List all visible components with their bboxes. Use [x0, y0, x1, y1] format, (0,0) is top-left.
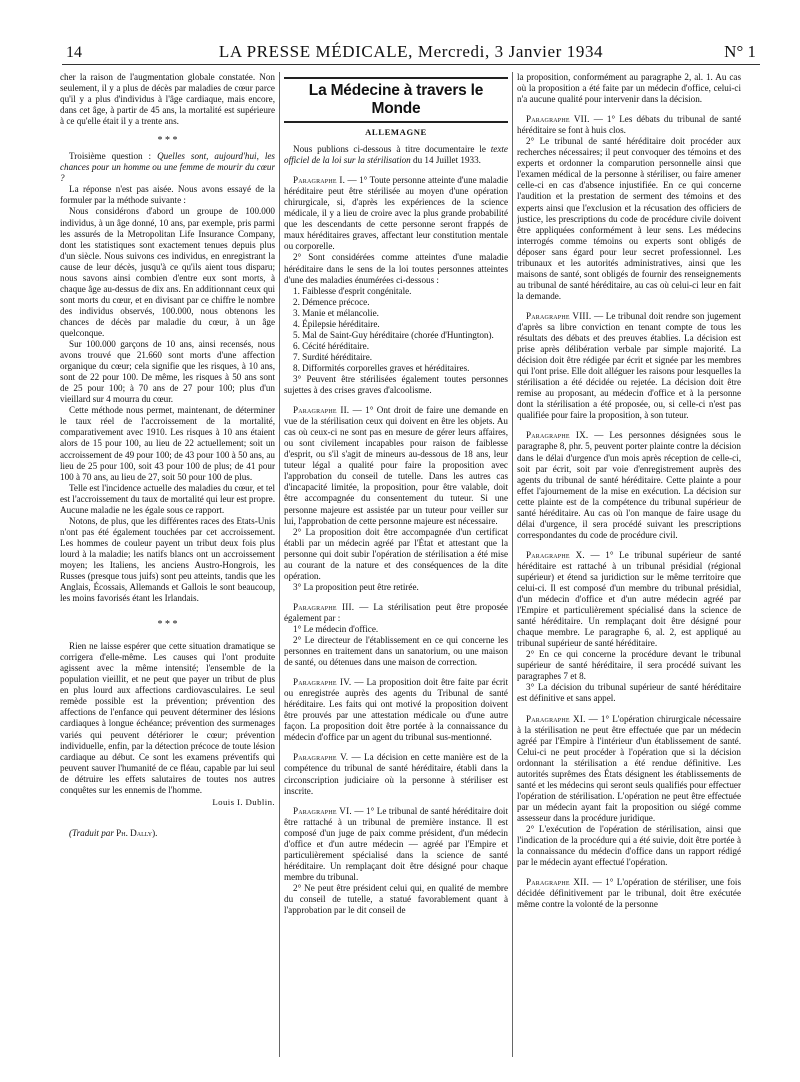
paragraph: Telle est l'incidence actuelle des maladies du cœur, et tel est l'accroissement du taux de mortalité qui leur est propre. Aucune maladie ne les égale sous ce rapport. [60, 482, 275, 515]
list-item: 2. Démence précoce. [293, 296, 370, 307]
paragraph: 2° L'exécution de l'opération de stérilisation, ainsi que l'indication de la procédure qui a été suivie, doit être portée à la connaissance du médecin d'office dans un rapport rédigé par le médecin ayant effectué l'opération. [517, 824, 741, 868]
paragraph [517, 311, 741, 421]
intro-text: Nous publions ci-dessous à titre documentaire le [293, 144, 491, 155]
paragraph-label: Paragraphe IX. [526, 430, 589, 441]
paragraph: Notons, de plus, que les différentes races des Etats-Unis n'ont pas été également touchées par cet accroissement. Les hommes de couleur payent un tribut deux fois plus lourd à la maladie; les natifs blancs ont un accroissement moyen; les Italiens, les anciens Austro-Hongrois, les Russes (presque tous juifs) sont peu atteints, tandis que les Anglais, Écossais, Allemands et Gallois le sont beaucoup, les moins favorisés étant les Irlandais. [60, 515, 275, 604]
spacer [517, 868, 741, 877]
paragraph-label: Paragraphe I. [293, 175, 346, 186]
paragraph-text: — La décision en cette manière est de la compétence du tribunal de santé héréditaire, établi dans la circonscription judiciaire où la personne à stériliser est inscrite. [284, 752, 508, 796]
paragraph [284, 175, 508, 252]
paragraph: 2° La proposition doit être accompagnée d'un certificat établi par un médecin agréé par l'État et attestant que la personne qui doit subir l'opération de stérilisation a été mise au courant de la nature et des conséquences de la dite opération. [284, 526, 508, 581]
paragraph: Cette méthode nous permet, maintenant, de déterminer le taux réel de l'accroissement de la mortalité, comparativement avec 1910. Les risques à 10 ans étaient alors de 15 pour 100, au lieu de 22 actuellement; soit un accroissement de 49 pour 100; de 43 pour 100 à 50 ans, au lieu de 25 pour 100, soit 43 pour 100 de plus; de 41 pour 100 à 70 ans, au lieu de 27, soit 50 pour 100 de plus. [60, 405, 275, 482]
paragraph [517, 430, 741, 540]
list-item: 6. Cécité héréditaire. [293, 340, 370, 351]
country-heading: ALLEMAGNE [365, 127, 427, 137]
translator-name: Ph. Dally [116, 827, 153, 838]
paragraph [517, 550, 741, 649]
paragraph [284, 405, 508, 527]
spacer [517, 705, 741, 714]
paragraph: Rien ne laisse espérer que cette situation dramatique se corrigera d'elle-même. Les causes qui l'ont produite agissent avec la même intensité; l'ensemble de la population vieillit, et ne peut que payer un tribut de plus en plus lourd aux affections cardiovasculaires. Le seul remède possible est la prévention; prévention des affections de l'enfance qui peuvent déterminer des lésions cardiaques à longue échéance; prévention des surmenages variés qui peuvent détériorer le cœur; prévention individuelle, enfin, par la détection précoce de toute lésion cardiaque au début. Ce sont les examens préventifs qui peuvent sauver l'humanité de ce fléau, capable par lui seul de détruire les effets salutaires de toutes nos autres conquêtes sur les ennemis de l'homme. [60, 641, 275, 795]
paragraph [517, 877, 741, 910]
paragraph-label: Paragraphe III. [293, 601, 355, 612]
paragraph: Sur 100.000 garçons de 10 ans, ainsi recensés, nous avons trouvé que 21.660 sont morts d'une affection organique du cœur; cela signifie que les risques, à 10 ans, sont de 22 pour 100. De même, les risques à 50 ans sont de 25 pour 100; à 70 ans de 27 pour 100; plus d'un vieillard sur 4 mourra du cœur. [60, 339, 275, 405]
paragraph [517, 714, 741, 824]
law-title: texte officiel de la loi sur la stérilisation [284, 144, 508, 166]
paragraph: 2° Sont considérées comme atteintes d'une maladie héréditaire dans le sens de la loi toutes personnes atteintes d'une des maladies énumérées ci-dessous : [284, 252, 508, 285]
spacer [284, 668, 508, 677]
list-item: 4. Épilepsie héréditaire. [293, 318, 380, 329]
paragraph [284, 806, 508, 883]
column-divider [279, 72, 280, 1057]
paragraph [284, 602, 508, 624]
intro-date: du 14 Juillet 1933. [410, 155, 481, 166]
paragraph-text: — 1° Toute personne atteinte d'une maladie héréditaire peut être stérilisée au moyen d'une opération chirurgicale, si, d'après les expériences de la science médicale, il y a lieu de croire avec la plus grande probabilité que les descendants de cette personne seront frappés de maux héréditaires graves, affectant leur constitution mentale ou corporelle. [284, 175, 508, 252]
disease-list [284, 286, 508, 374]
spacer [517, 541, 741, 550]
paragraph-label: Paragraphe V. [293, 752, 349, 763]
paragraph-text: — 1° L'opération de stériliser, une fois décidée définitivement par le tribunal, doit être exécutée même contre la volonté de la personne [517, 877, 741, 910]
credit-suffix: ). [152, 827, 158, 838]
paragraph-label: Paragraphe II. [293, 405, 350, 416]
paragraph: 1° Le médecin d'office. [293, 623, 379, 634]
paragraph: cher la raison de l'augmentation globale constatée. Non seulement, il y a plus de décès par maladies de cœur parce qu'il y a plus d'individus à l'âge cardiaque, mais encore, dans cet âge, à partir de 45 ans, la mortalité est supérieure à ce qu'elle était il y a trente ans. [60, 72, 275, 127]
paragraph [284, 677, 508, 743]
list-item: 1. Faiblesse d'esprit congénitale. [293, 285, 412, 296]
list-item: 8. Difformités corporelles graves et héréditaires. [293, 362, 470, 373]
paragraph: 3° La proposition peut être retirée. [293, 581, 419, 592]
paragraph: 3° Peuvent être stérilisées également toutes personnes sujettes à des crises graves d'alcoolisme. [284, 373, 508, 396]
paragraph: La réponse n'est pas aisée. Nous avons essayé de la formuler par la méthode suivante : [60, 184, 275, 206]
paragraph-text: — 1° Le tribunal de santé héréditaire doit être rattaché à un tribunal de première instance. Il est composé d'un juge de paix comme président, d'un médecin d'office et d'un autre médecin — agréé par l'Empire et particulièrement spécialisé dans la science de santé héréditaire. Un remplaçant doit être désigné pour chaque membre du tribunal. [284, 805, 508, 882]
list-item: 7. Surdité héréditaire. [293, 351, 373, 362]
spacer [284, 593, 508, 602]
spacer [284, 166, 508, 175]
paragraph-text: — Le tribunal doit rendre son jugement d'après sa libre conviction en tenant compte de tous les résultats des débats et des preuves établies. La décision est prise après délibération verbale par simple majorité. La décision doit être rédigée par écrit et signée par les membres qui l'ont prise. Elle doit alléguer les raisons pour lesquelles la stérilisation a été décidée ou rejetée. La décision doit être remise au proposant, au médecin d'office et à la personne dont la stérilisation a été proposée, ou, si celle-ci n'est pas qualifiée pour faire la proposition, à son tuteur. [517, 310, 741, 421]
paragraph-text: — 1° L'opération chirurgicale nécessaire à la stérilisation ne peut être effectuée que par un médecin agréé par l'Empire à l'intérieur d'un établissement de santé. Celui-ci ne peut procéder à l'opération que si la décision ordonnant la stérilisation a été rendue définitive. Les autorités suprêmes des États désignent les établissements de santé et les médecins qui seront seuls qualifiés pour effectuer l'opération de stérilisation. L'opération ne peut être effectuée par un médecin ayant fait la proposition ou siégé comme assesseur dans la procédure juridique. [517, 713, 741, 823]
spacer [284, 797, 508, 806]
paragraph: 2° Le tribunal de santé héréditaire doit procéder aux recherches nécessaires; il peut convoquer des témoins et des experts et ordonner la comparution personnelle ainsi que l'examen médical de la personne à stériliser, ou faire amener celle-ci en cas d'absence injustifiée. En ce qui concerne l'audition et la prestation de serment des témoins et des experts ainsi que l'exclusion et la récusation des officiers de justice, les prescriptions du code de procédure civile doivent être appliquées conformément à leur sens. Les médecins interrogés comme témoins ou experts sont obligés de déposer sans égard pour leur secret professionnel. Les tribunaux et les autorités administratives, ainsi que les maisons de santé, sont obligés de fournir des renseignements au tribunal de santé héréditaire, au cas où celui-ci leur en fait la demande. [517, 136, 741, 301]
article-column-middle [284, 72, 508, 1057]
paragraph: 3° La décision du tribunal supérieur de santé héréditaire est définitive et sans appel. [517, 682, 741, 704]
question-label: Troisième question : [69, 151, 158, 162]
section-title: La Médecine à travers le Monde [284, 77, 508, 123]
spacer [284, 396, 508, 405]
asterism: * * * [157, 619, 178, 631]
paragraph-text: — La proposition doit être faite par écrit ou enregistrée auprès des agents du Tribunal de santé héréditaire. Les faits qui ont motivé la proposition doivent être prouvés par une attestation médicale ou d'une autre façon. La proposition doit être portée à la connaissance du médecin d'office par un agent du tribunal sus-mentionné. [284, 677, 508, 743]
spacer [284, 743, 508, 752]
paragraph-label: Paragraphe VII. [526, 114, 590, 125]
paragraph: Nous considérons d'abord un groupe de 100.000 individus, à un âge donné, 10 ans, par exemple, pris parmi les assurés de la Metropolitan Life Insurance Company, dont les statistiques sont exactement tenues depuis plus d'un siècle. Nous suivons ces individus, en enregistrant la cause de leur décès, jusqu'à ce qu'ils aient tous disparu; nous savons ainsi combien d'entre eux sont morts, à chaque âge au-dessus de dix ans. En additionnant ceux qui sont morts du cœur, et en divisant par ce chiffre le nombre des individus observés, 100.000, nous obtenons les chances de décès par maladie du cœur, à un âge quelconque. [60, 206, 275, 338]
paragraph-text: — 1° Les débats du tribunal de santé héréditaire se font à huis clos. [517, 114, 741, 136]
masthead-title: LA PRESSE MÉDICALE, Mercredi, 3 Janvier 1934 [218, 42, 604, 61]
paragraph [517, 114, 741, 136]
paragraph: 2° En ce qui concerne la procédure devant le tribunal supérieur de santé héréditaire, il sera procédé suivant les paragraphes 7 et 8. [517, 649, 741, 682]
paragraph [60, 151, 275, 184]
paragraph-label: Paragraphe XII. [526, 877, 590, 888]
paragraph [284, 752, 508, 796]
intro-paragraph [284, 144, 508, 166]
page-number: 14 [66, 44, 82, 61]
paragraph-text: — 1° Le tribunal supérieur de santé héréditaire est rattaché à un tribunal présidial (régional supérieur) et étend sa juridiction sur le même territoire que celui-ci. Il est composé d'un membre du tribunal présidial, d'un médecin d'office et d'un autre médecin agréé par l'Empire et particulièrement spécialisé dans la science de santé héréditaire. Un remplaçant doit être désigné pour chaque membre. Le paragraphe 6, al. 2, est appliqué au tribunal supérieur de santé héréditaire. [517, 549, 741, 649]
paragraph: la proposition, conformément au paragraphe 2, al. 1. Au cas où la proposition a été faite par un médecin d'office, celui-ci n'a aucune qualité pour intervenir dans la décision. [517, 72, 741, 105]
paragraph-label: Paragraphe X. [526, 549, 585, 560]
paragraph: 2° Le directeur de l'établissement en ce qui concerne les personnes en traitement dans un sanatorium, ou une maison de santé, ou détenues dans une maison de correction. [284, 635, 508, 668]
list-item: 3. Manie et mélancolie. [293, 307, 379, 318]
paragraph-text: — 1° Ont droit de faire une demande en vue de la stérilisation ceux qui doivent en être les objets. Au cas où ceux-ci ne sont pas en mesure de gérer leurs affaires, ou sont civilement incapables pour raison de faiblesse d'esprit, ou s'il s'agit de mineurs au-dessous de 18 ans, leur tuteur légal a qualité pour faire la proposition avec l'approbation du conseil de tutelle. Dans les autres cas d'incapacité limitée, la proposition, pour être valable, doit être accompagnée du consentement du tuteur. Si une personne majeure est assistée par un tuteur pour veiller sur lui, l'approbation de cette personne majeure est nécessaire. [284, 405, 508, 526]
paragraph-label: Paragraphe VI. [293, 805, 352, 816]
spacer [517, 105, 741, 114]
issue-number: N° 1 [724, 42, 756, 61]
paragraph-label: Paragraphe VIII. [526, 310, 592, 321]
asterism: * * * [157, 135, 178, 147]
spacer [517, 302, 741, 311]
paragraph-text: — La stérilisation peut être proposée également par : [284, 601, 508, 623]
translation-credit [60, 828, 275, 839]
article-column-left [60, 72, 275, 1057]
question-text: Quelles sont, aujourd'hui, les chances pour un homme ou une femme de mourir du cœur ? [60, 151, 275, 184]
column-divider [512, 72, 513, 1057]
article-column-right [517, 72, 741, 1057]
paragraph-text: — Les personnes désignées sous le paragraphe 8, phr. 5, peuvent porter plainte contre la décision dans le délai d'urgence d'un mois après réception de celle-ci, soit par écrit, soit par voie d'enregistrement auprès des agents du tribunal de santé héréditaire. Cette plainte a pour effet l'ajournement de la mise en exécution. La décision sur cette plainte est de la compétence du tribunal supérieur de santé héréditaire. Au cas où l'on manque de faire usage du délai d'urgence, il sera procédé suivant les prescriptions correspondantes du code de procédure civil. [517, 430, 741, 540]
credit-prefix: (Traduit par [69, 827, 117, 838]
page-header [62, 40, 760, 65]
spacer [517, 421, 741, 430]
paragraph: 2° Ne peut être président celui qui, en qualité de membre du conseil de tutelle, a statué favorablement quant à l'approbation par le dit conseil de [284, 882, 508, 916]
paragraph-label: Paragraphe XI. [526, 713, 586, 724]
list-item: 5. Mal de Saint-Guy héréditaire (chorée d'Huntington). [293, 329, 494, 340]
paragraph-label: Paragraphe IV. [293, 677, 352, 688]
author-signature: Louis I. Dublin. [212, 796, 275, 807]
